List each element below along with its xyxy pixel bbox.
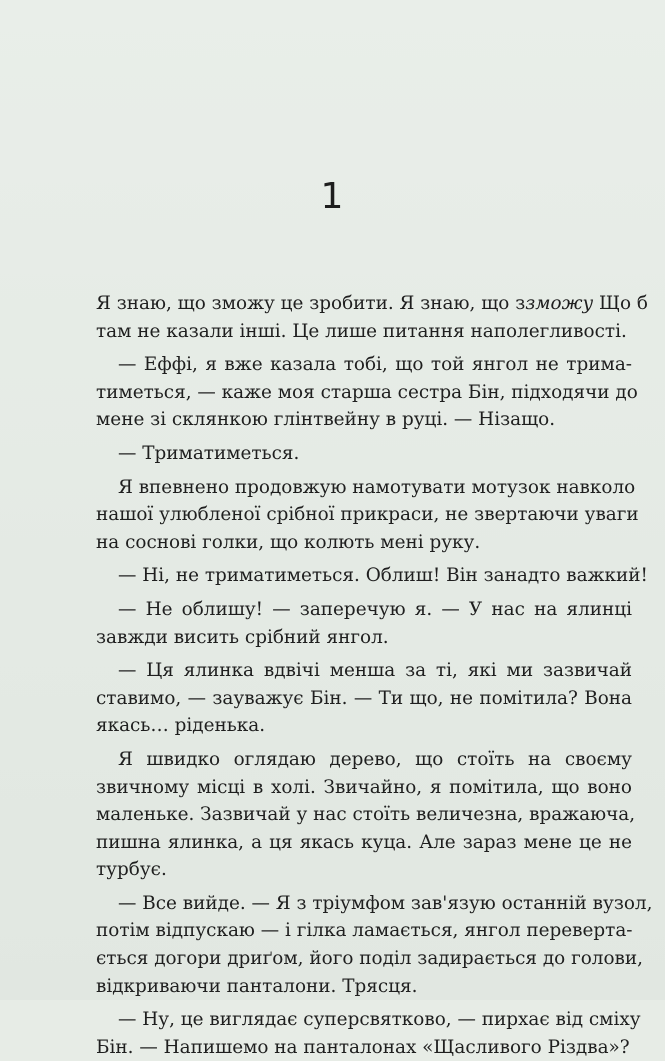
text-line: ставимо, — зауважує Бін. — Ти що, не помітила? Вона	[96, 687, 632, 709]
text-line: ється догори дриґом, його поділ задирається до голови,	[96, 948, 644, 970]
text-line: там не казали інші. Це лише питання наполегливості.	[96, 320, 627, 342]
text-line: пишна ялинка, а ця якась куца. Але зараз мене це не	[96, 831, 632, 853]
text-line: тиметься, — каже моя старша сестра Бін, підходячи до	[96, 381, 638, 403]
text-line: маленьке. Зазвичай у нас стоїть величезна, вражаюча,	[96, 804, 636, 826]
text-line: Я швидко оглядаю дерево, що стоїть на своєму	[118, 748, 632, 770]
text-line: Я впевнено продовжую намотувати мотузок навколо	[118, 476, 636, 498]
text-line: — Еффі, я вже казала тобі, що той янгол не трима-	[118, 354, 632, 376]
text-line: — Не облишу! — заперечую я. — У нас на ялинці	[118, 598, 632, 620]
text-line: якась… ріденька.	[96, 715, 266, 737]
text-line: — Триматиметься.	[118, 442, 300, 464]
text-line: Я знаю, що зможу це зробити. Я знаю, що ззможу Що б	[96, 293, 649, 314]
body-text	[96, 290, 653, 1061]
text-line: нашої улюбленої срібної прикраси, не звертаючи уваги	[96, 504, 639, 526]
text-line: — Ну, це виглядає суперсвятково, — пирхає від сміху	[118, 1009, 641, 1031]
text-line: відкриваючи панталони. Трясця.	[96, 975, 418, 997]
text-line: — Ця ялинка вдвічі менша за ті, які ми зазвичай	[118, 660, 632, 682]
text-line: на соснові голки, що колють мені руку.	[96, 531, 481, 553]
chapter-number: 1	[320, 176, 345, 217]
text-line: — Все вийде. — Я з тріумфом зав'язую останній вузол,	[118, 892, 653, 914]
text-line: Бін. — Напишемо на панталонах «Щасливого Різдва»?	[96, 1036, 630, 1058]
text-line: мене зі склянкою глінтвейну в руці. — Нізащо.	[96, 409, 556, 431]
text-line: турбує.	[96, 859, 167, 881]
text-line: завжди висить срібний янгол.	[96, 626, 389, 648]
text-line: звичному місці в холі. Звичайно, я помітила, що воно	[96, 776, 632, 798]
text-line: потім відпускаю — і гілка ламається, янгол переверта-	[96, 920, 633, 942]
text-line: — Ні, не триматиметься. Облиш! Він занадто важкий!	[118, 565, 648, 587]
